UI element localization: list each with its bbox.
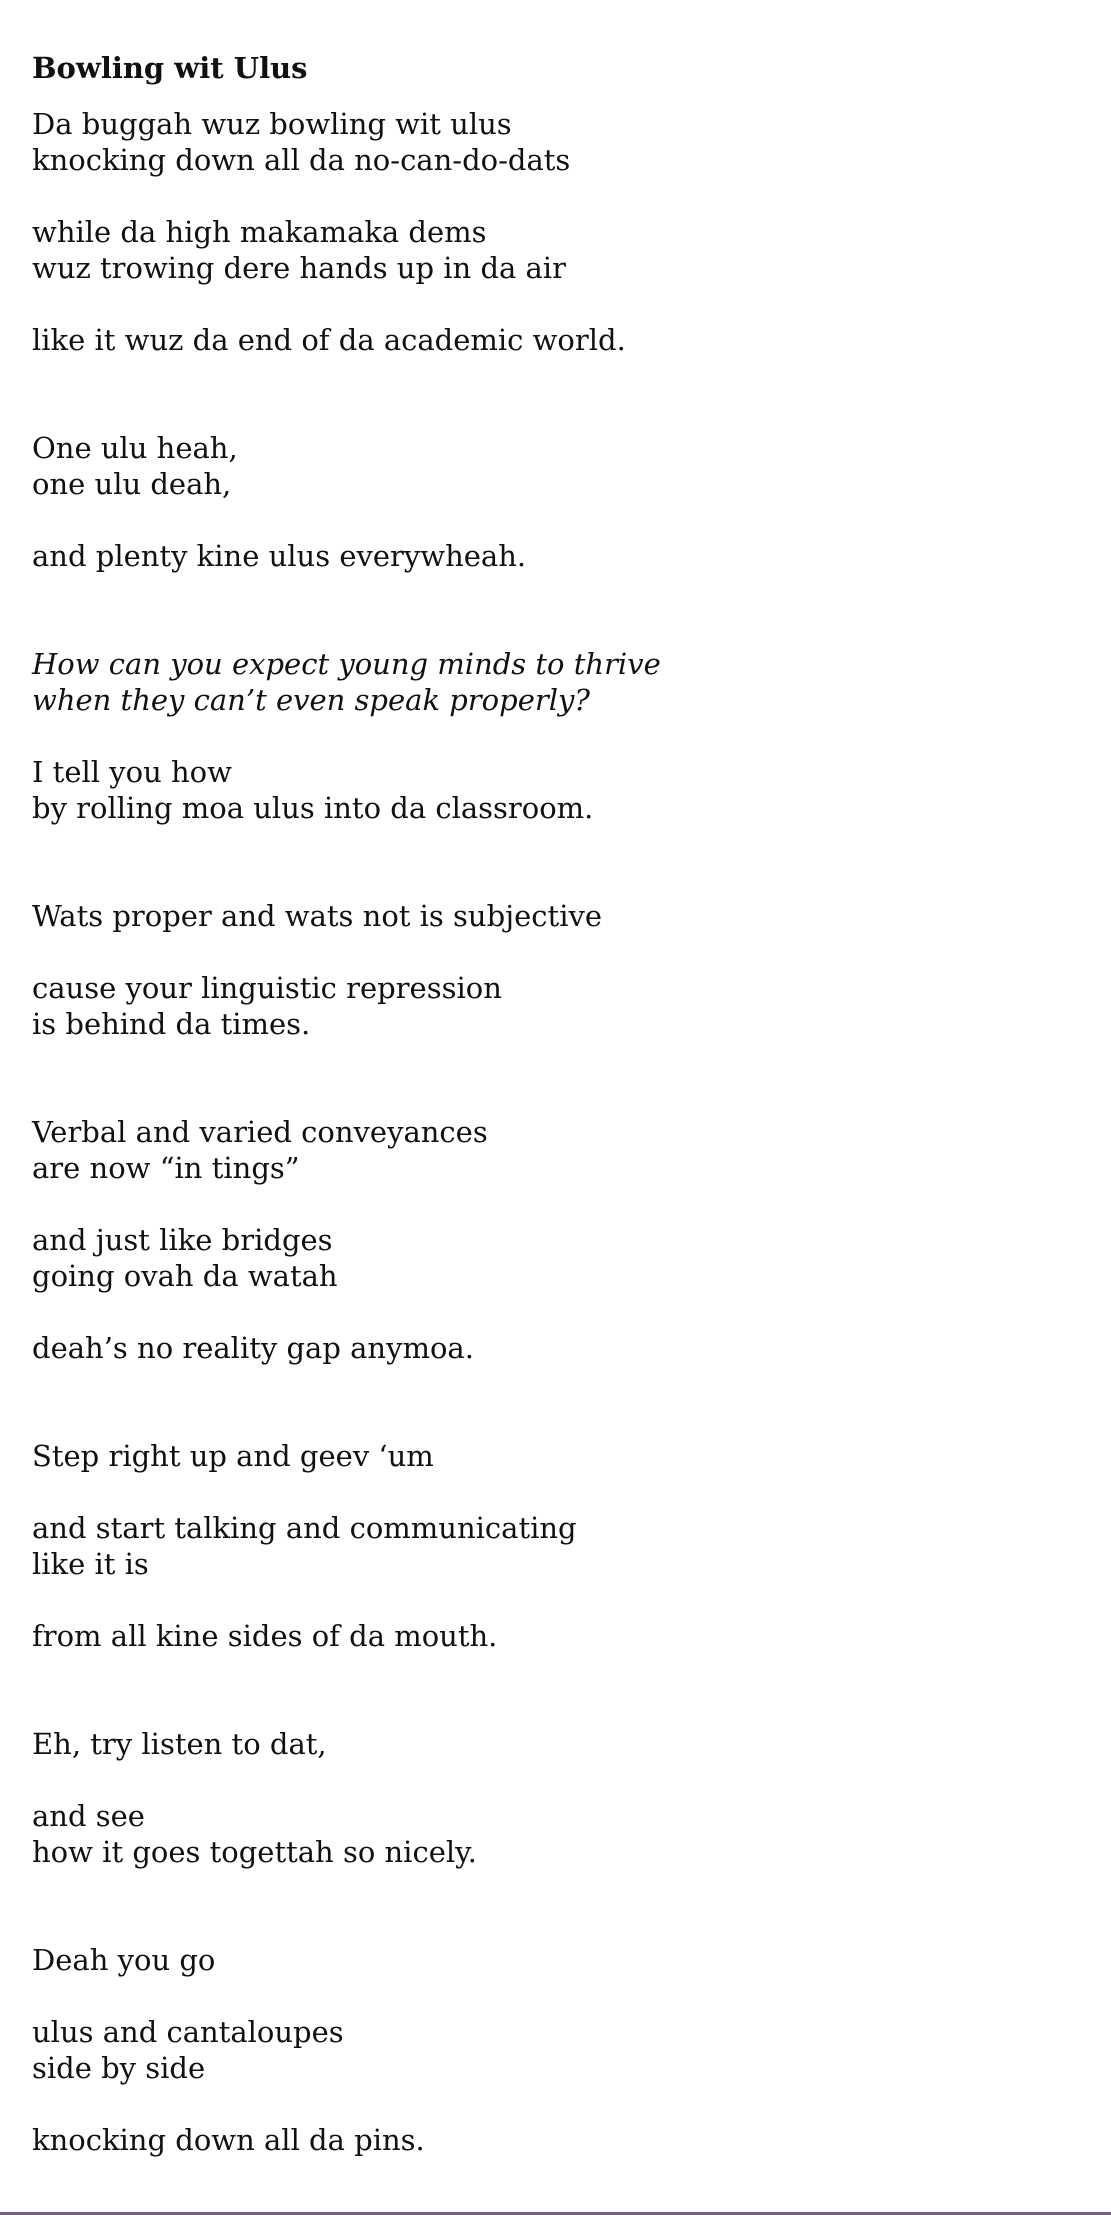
- poem-line: Verbal and varied conveyances: [32, 1115, 488, 1149]
- poem-line: like it wuz da end of da academic world.: [32, 323, 626, 357]
- poem-line: wuz trowing dere hands up in da air: [32, 251, 566, 285]
- stanza: [32, 214, 1079, 286]
- stanza: [32, 538, 1079, 574]
- stanza: [32, 1114, 1079, 1186]
- poem-line: how it goes togettah so nicely.: [32, 1835, 477, 1869]
- poem-line: knocking down all da no-can-do-dats: [32, 143, 571, 177]
- stanza: [32, 106, 1079, 178]
- stanza: [32, 322, 1079, 358]
- stanza: [32, 1726, 1079, 1762]
- stanza: [32, 898, 1079, 934]
- poem-line: knocking down all da pins.: [32, 2123, 425, 2157]
- poem-line: when they can’t even speak properly?: [32, 683, 590, 717]
- poem-line: side by side: [32, 2051, 206, 2085]
- stanza: [32, 2014, 1079, 2086]
- poem-line: while da high makamaka dems: [32, 215, 487, 249]
- poem-line: and start talking and communicating: [32, 1511, 577, 1545]
- poem-line: Deah you go: [32, 1943, 216, 1977]
- poem-line: like it is: [32, 1547, 149, 1581]
- poem-line: Wats proper and wats not is subjective: [32, 899, 603, 933]
- stanza: [32, 430, 1079, 502]
- poem-line: and just like bridges: [32, 1223, 333, 1257]
- italic-stanza: [32, 646, 1079, 718]
- poem-line: How can you expect young minds to thrive: [32, 647, 661, 681]
- stanza: [32, 1618, 1079, 1654]
- poem-line: One ulu heah,: [32, 431, 238, 465]
- poem-line: and see: [32, 1799, 145, 1833]
- poem-title: Bowling wit Ulus: [32, 51, 308, 85]
- poem-line: are now “in tings”: [32, 1151, 300, 1185]
- poem-line: from all kine sides of da mouth.: [32, 1619, 498, 1653]
- poem-line: deah’s no reality gap anymoa.: [32, 1331, 474, 1365]
- poem-line: is behind da times.: [32, 1007, 311, 1041]
- stanza: [32, 1438, 1079, 1474]
- poem-line: and plenty kine ulus everywheah.: [32, 539, 527, 573]
- poem-line: cause your linguistic repression: [32, 971, 502, 1005]
- poem-line: I tell you how: [32, 755, 232, 789]
- poem-line: Step right up and geev ‘um: [32, 1439, 434, 1473]
- poem-line: Eh, try listen to dat,: [32, 1727, 327, 1761]
- poem-line: Da buggah wuz bowling wit ulus: [32, 107, 512, 141]
- stanza: [32, 1942, 1079, 1978]
- poem-line: ulus and cantaloupes: [32, 2015, 344, 2049]
- poem-line: by rolling moa ulus into da classroom.: [32, 791, 594, 825]
- stanza: [32, 1798, 1079, 1870]
- stanza: [32, 754, 1079, 826]
- stanza: [32, 2122, 1079, 2158]
- stanza: [32, 1330, 1079, 1366]
- poem-line: going ovah da watah: [32, 1259, 338, 1293]
- poem-line: one ulu deah,: [32, 467, 232, 501]
- stanza: [32, 970, 1079, 1042]
- stanza: [32, 1222, 1079, 1294]
- stanza: [32, 1510, 1079, 1582]
